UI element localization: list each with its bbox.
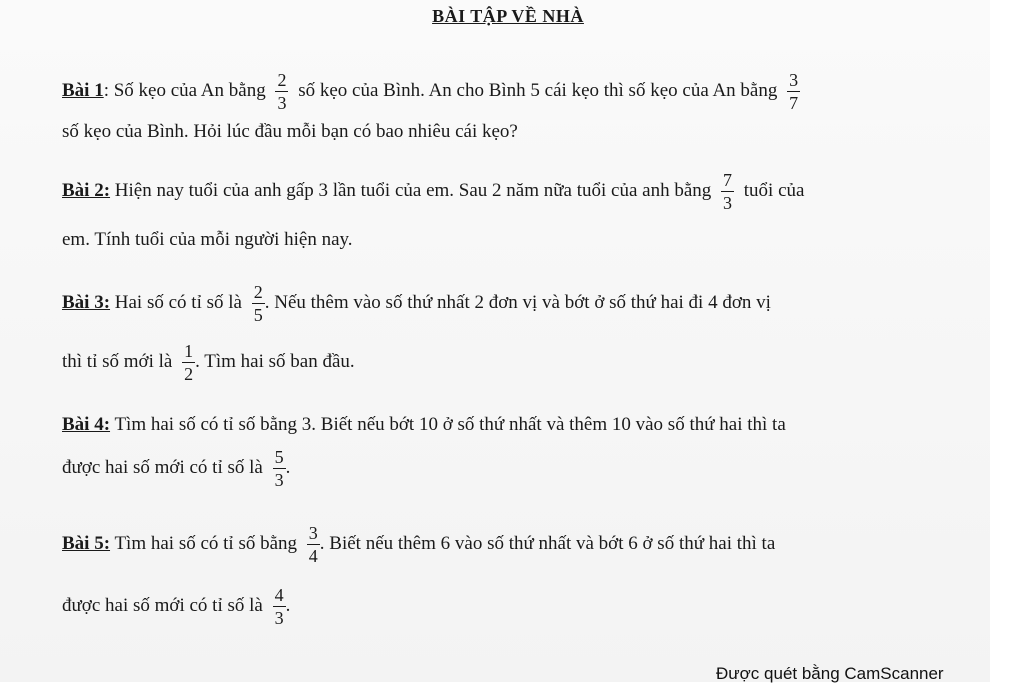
fraction-denominator: 3: [277, 93, 287, 113]
fraction-numerator: 7: [723, 170, 733, 190]
fraction-denominator: 5: [253, 305, 263, 325]
bai3-label: Bài 3:: [62, 291, 111, 313]
fraction-numerator: 2: [277, 70, 287, 90]
bai5-text-c: được hai số mới có tỉ số là: [62, 594, 263, 616]
bai3-text-a: Hai số có tỉ số là: [114, 291, 242, 313]
camscanner-watermark: Được quét bằng CamScanner: [716, 664, 944, 683]
bai5-line2: [62, 584, 290, 629]
fraction-denominator: 3: [723, 193, 733, 213]
bai1-text-b: số kẹo của Bình. An cho Bình 5 cái kẹo thì số kẹo của An bằng: [298, 79, 778, 101]
fraction-denominator: 4: [308, 546, 318, 566]
bai5-label: Bài 5:: [62, 532, 111, 554]
bai1-text-a: : Số kẹo của An bằng: [103, 79, 266, 101]
bai4-text-b: được hai số mới có tỉ số là: [62, 456, 263, 478]
bai1-fraction-1: [275, 69, 288, 114]
bai3-fraction-1: [252, 281, 265, 326]
fraction-denominator: 3: [274, 608, 284, 628]
bai1-line1: [62, 69, 805, 114]
bai3-line2: [62, 340, 355, 385]
bai5-fraction-2: [273, 584, 286, 629]
bai4-text-a: Tìm hai số có tỉ số bằng 3. Biết nếu bớt 10 ở số thứ nhất và thêm 10 vào số thứ hai thì ta: [114, 414, 786, 435]
bai4-line2: [62, 446, 290, 491]
bai3-text-d: . Tìm hai số ban đầu.: [195, 350, 355, 372]
fraction-numerator: 1: [184, 341, 194, 361]
fraction-denominator: 7: [789, 93, 799, 113]
bai5-text-b: . Biết nếu thêm 6 vào số thứ nhất và bớt 6 ở số thứ hai thì ta: [319, 532, 776, 554]
fraction-numerator: 2: [253, 282, 263, 302]
fraction-numerator: 5: [274, 447, 284, 467]
bai4-line1: [62, 414, 786, 436]
bai2-fraction-1: [721, 169, 734, 214]
bai5-fraction-1: [307, 522, 320, 567]
bai5-line1: [62, 522, 775, 567]
bai2-label: Bài 2:: [62, 179, 111, 201]
fraction-denominator: 2: [184, 364, 194, 384]
page-edge: [990, 0, 1024, 682]
bai3-text-c: thì tỉ số mới là: [62, 350, 173, 372]
fraction-denominator: 3: [274, 470, 284, 490]
fraction-numerator: 4: [274, 585, 284, 605]
bai5-text-a: Tìm hai số có tỉ số bằng: [114, 532, 298, 554]
fraction-numerator: 3: [308, 523, 318, 543]
bai3-text-b: . Nếu thêm vào số thứ nhất 2 đơn vị và bớt ở số thứ hai đi 4 đơn vị: [264, 291, 771, 313]
bai3-line1: [62, 281, 771, 326]
bai2-text-a: Hiện nay tuổi của anh gấp 3 lần tuổi của em. Sau 2 năm nữa tuổi của anh bằng: [114, 179, 712, 201]
bai4-label: Bài 4:: [62, 414, 111, 435]
page-title: BÀI TẬP VỀ NHÀ: [432, 6, 584, 26]
bai2-line1: [62, 169, 804, 214]
bai4-fraction-1: [273, 446, 286, 491]
bai4-text-c: .: [285, 456, 291, 478]
bai3-fraction-2: [182, 340, 195, 385]
bai1-fraction-2: [787, 69, 800, 114]
bai1-label: Bài 1: [62, 79, 104, 101]
bai5-text-d: .: [285, 594, 291, 616]
bai2-line2: em. Tính tuổi của mỗi người hiện nay.: [62, 229, 353, 250]
bai1-line2: số kẹo của Bình. Hỏi lúc đầu mỗi bạn có bao nhiêu cái kẹo?: [62, 121, 518, 142]
bai2-text-b: tuổi của: [743, 179, 805, 201]
fraction-numerator: 3: [789, 70, 799, 90]
